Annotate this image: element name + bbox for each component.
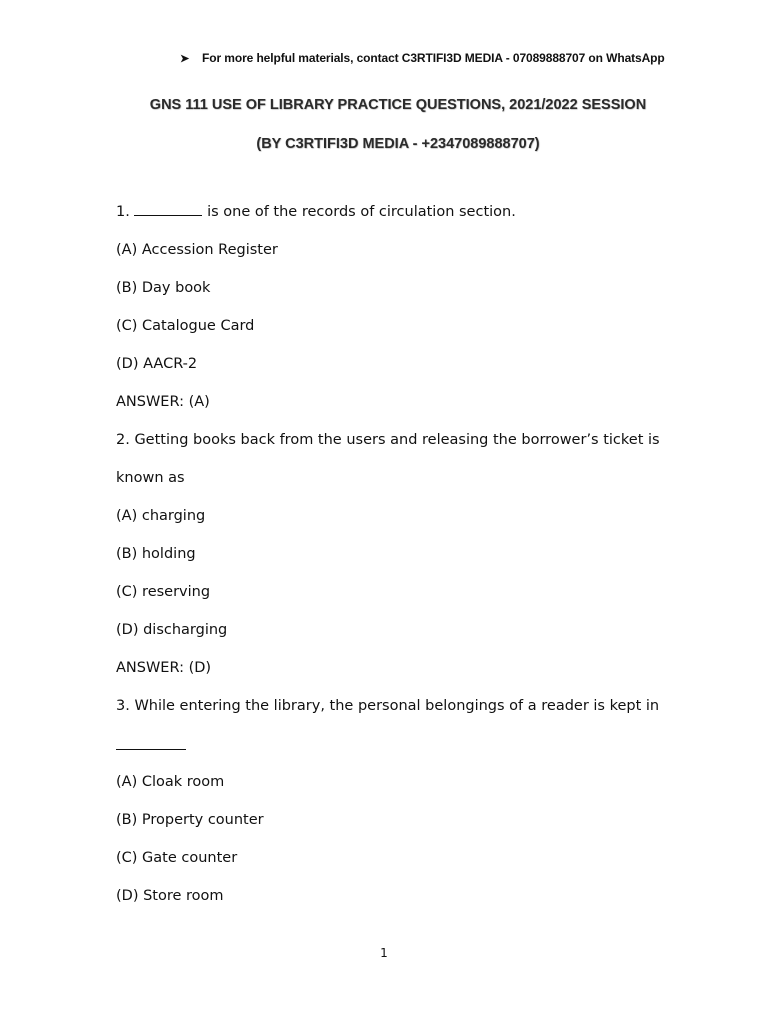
questions-body: [116, 199, 676, 921]
question-3-option-d: (D) Store room: [116, 888, 224, 904]
contact-notice: [180, 51, 665, 65]
question-1-option-c: (C) Catalogue Card: [116, 318, 255, 334]
question-2-text-line-1: 2. Getting books back from the users and releasing the borrower’s ticket is: [116, 432, 660, 448]
question-1-answer: ANSWER: (A): [116, 394, 210, 410]
question-1-option-a: (A) Accession Register: [116, 242, 278, 258]
arrow-bullet-icon: ➤: [180, 53, 190, 65]
question-3-option-c: (C) Gate counter: [116, 850, 238, 866]
question-2-option-a: (A) charging: [116, 508, 206, 524]
question-3-option-b: (B) Property counter: [116, 812, 264, 828]
question-1-option-d: (D) AACR-2: [116, 356, 198, 372]
question-2-option-c: (C) reserving: [116, 584, 211, 600]
question-2-answer: ANSWER: (D): [116, 660, 212, 676]
question-1-number: 1.: [116, 204, 130, 220]
question-3-blank-line: [116, 731, 676, 769]
question-1: [116, 199, 676, 237]
page-number: 1: [380, 946, 388, 960]
question-2-text-line-2: known as: [116, 470, 185, 486]
question-1-text: is one of the records of circulation section.: [207, 204, 516, 220]
question-3-option-a: (A) Cloak room: [116, 774, 225, 790]
document-title: GNS 111 USE OF LIBRARY PRACTICE QUESTIONS, 2021/2022 SESSION: [149, 97, 647, 113]
answer-blank: [116, 731, 186, 750]
question-3-text-line-1: 3. While entering the library, the personal belongings of a reader is kept in: [116, 698, 660, 714]
question-2-option-b: (B) holding: [116, 546, 196, 562]
document-byline: (BY C3RTIFI3D MEDIA - +2347089888707): [256, 136, 540, 152]
question-2-option-d: (D) discharging: [116, 622, 228, 638]
answer-blank: [134, 199, 202, 216]
contact-notice-text: For more helpful materials, contact C3RTIFI3D MEDIA - 07089888707 on WhatsApp: [202, 51, 665, 65]
question-1-option-b: (B) Day book: [116, 280, 211, 296]
